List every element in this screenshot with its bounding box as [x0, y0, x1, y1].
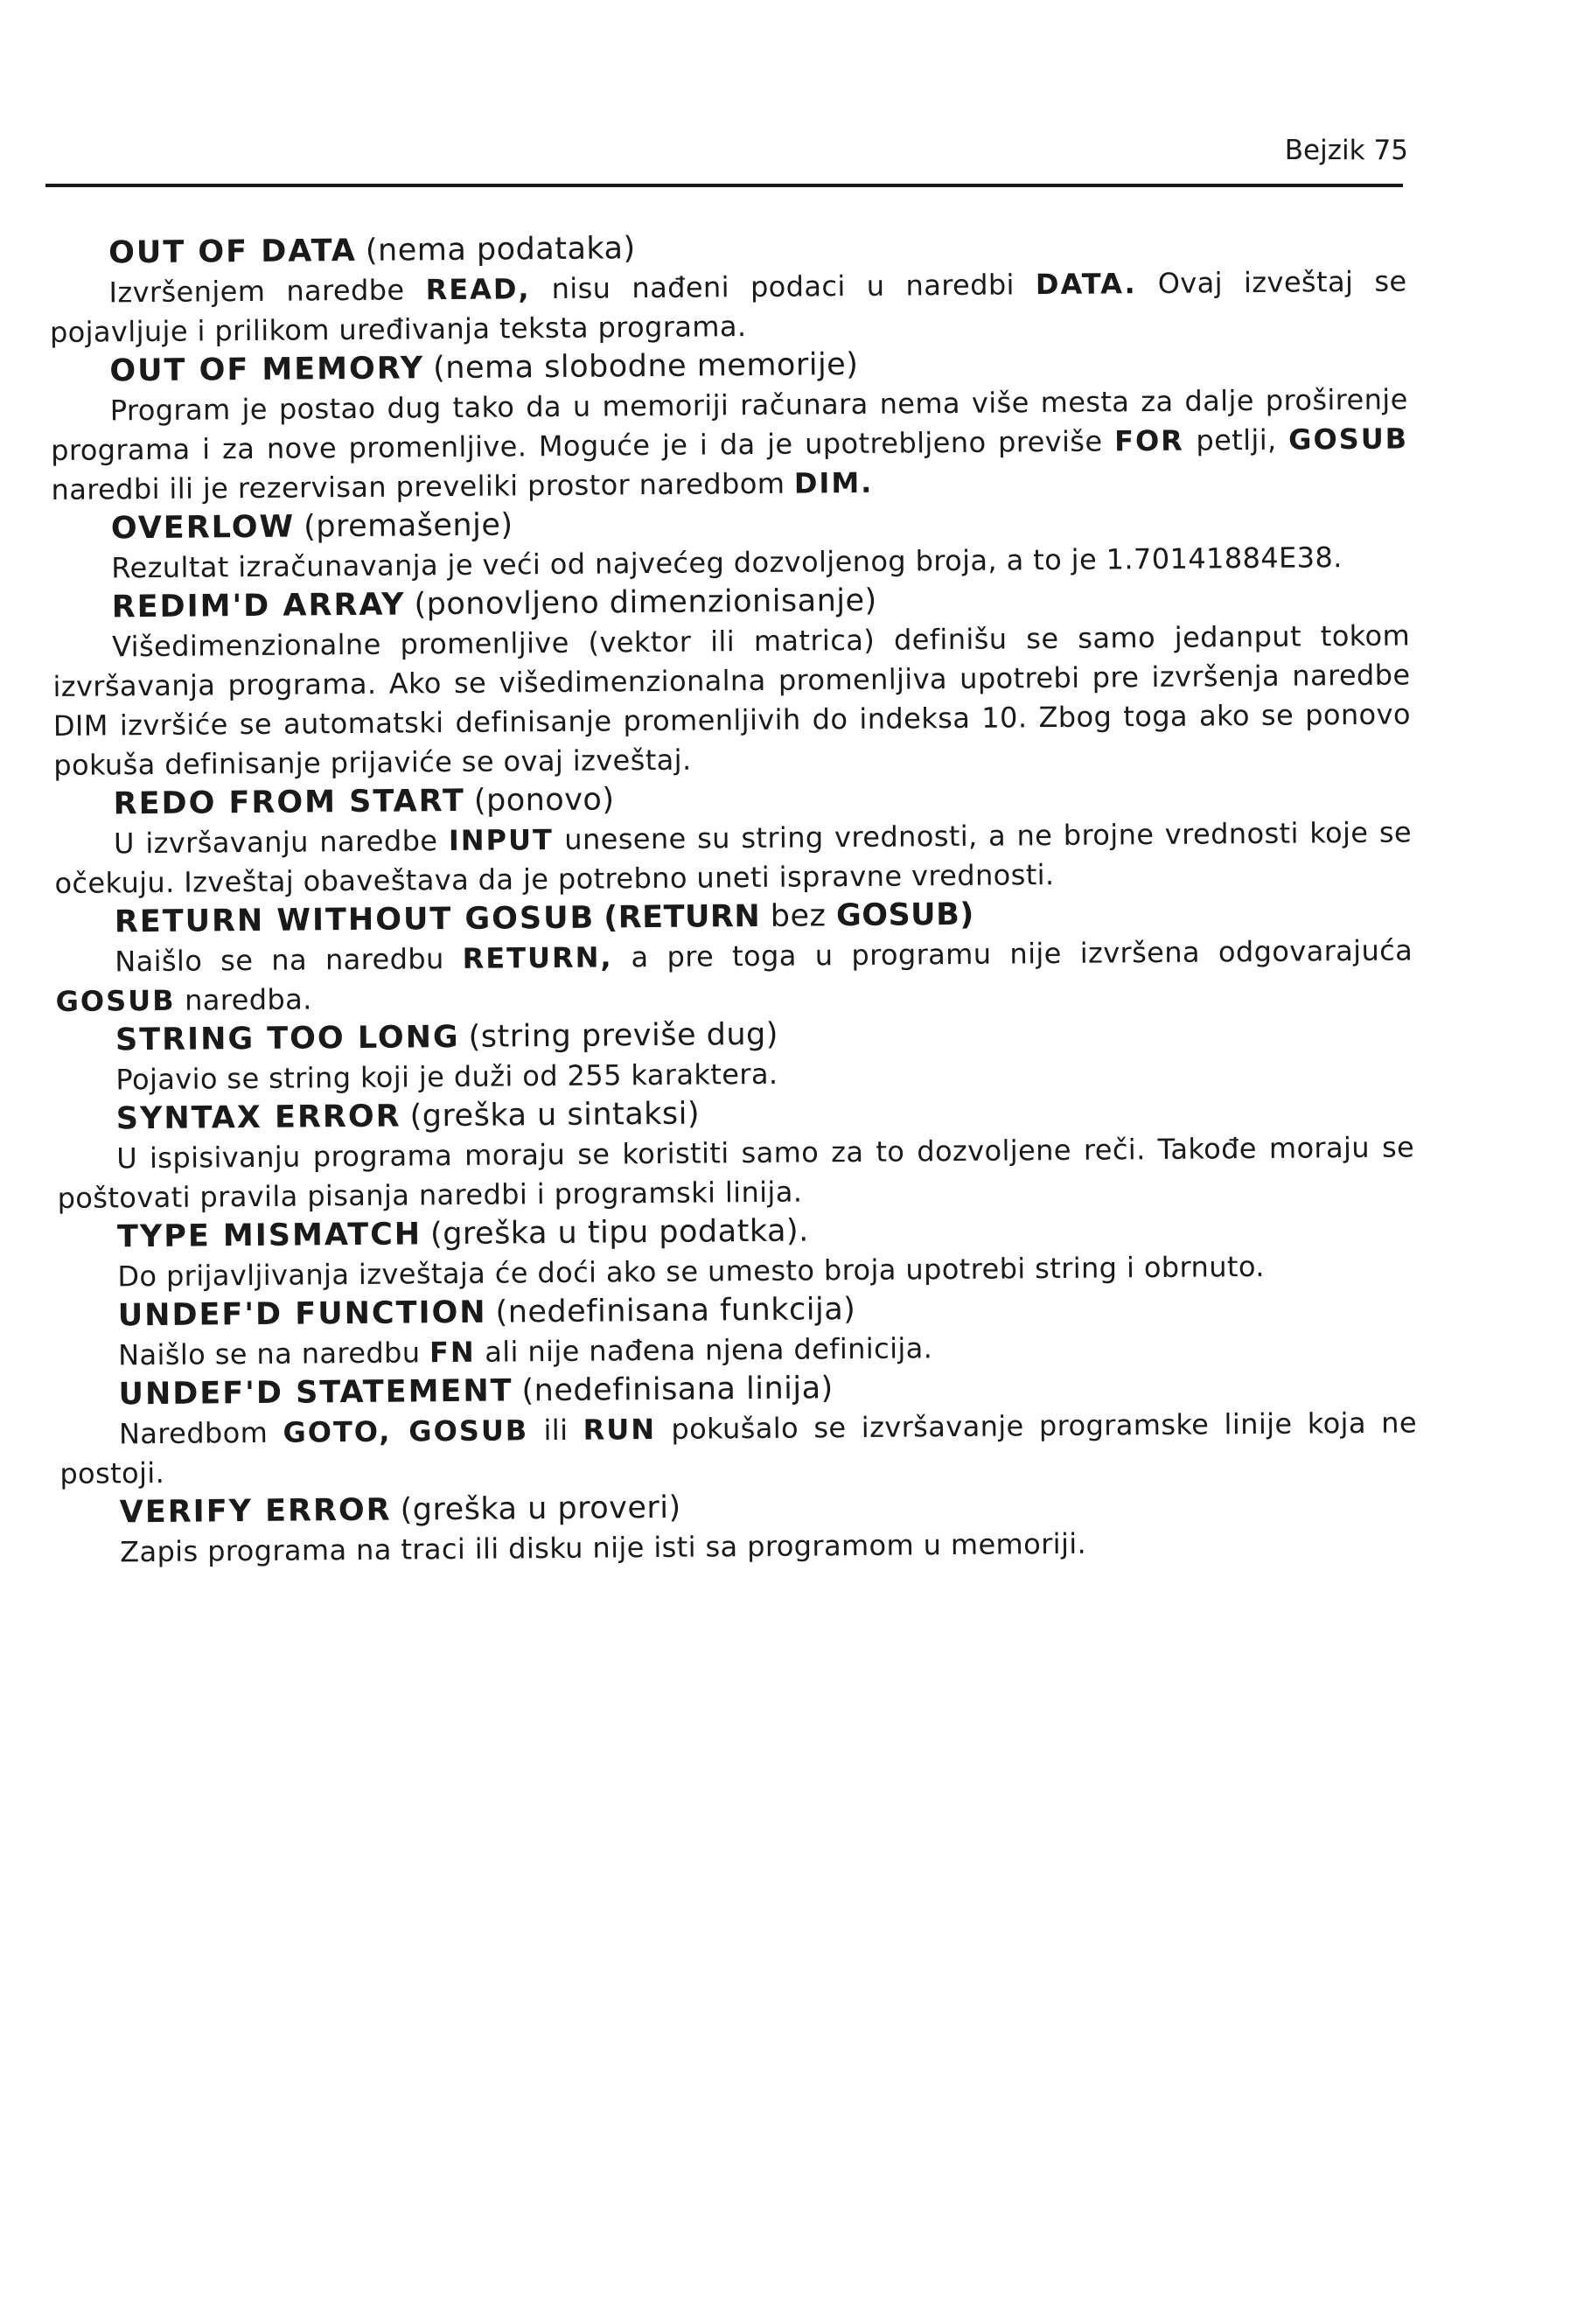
error-term: REDIM'D ARRAY	[111, 587, 406, 625]
error-term-translation: (premašenje)	[303, 507, 513, 545]
text-run: Program je postao dug tako da u memoriji računara nema više mesta za dalje proširenje programa i za nove promenljive. Moguće je i da je upotrebljeno previše	[50, 382, 1408, 467]
error-entry	[58, 1206, 1416, 1297]
error-term-translation: (nedefinisana linija)	[521, 1371, 834, 1409]
keyword: READ,	[425, 272, 531, 307]
error-description	[59, 1403, 1418, 1494]
error-term: UNDEF'D STATEMENT	[118, 1373, 513, 1413]
text-run: Izvršenjem naredbe	[108, 273, 426, 310]
keyword: RETURN,	[462, 940, 613, 975]
error-entry	[59, 1285, 1417, 1376]
error-description	[54, 813, 1413, 904]
header-rule	[45, 184, 1403, 187]
error-entry	[49, 222, 1407, 352]
text-run: pokušalo se izvršavanje programske linije koja ne postoji.	[59, 1406, 1418, 1490]
error-term-translation: (greška u sintaksi)	[409, 1096, 701, 1134]
error-term-translation: (greška u tipu podatka).	[429, 1213, 809, 1253]
text-run: ili	[528, 1413, 583, 1448]
error-message-list	[49, 222, 1418, 1572]
error-entry	[55, 891, 1413, 1022]
error-entry	[56, 1009, 1414, 1100]
text-run: bez	[759, 898, 837, 934]
keyword: GOSUB)	[835, 897, 974, 934]
error-entry	[52, 576, 1412, 785]
text-run: Naredbom	[118, 1415, 283, 1451]
text-run: nisu nađeni podaci u naredbi	[530, 268, 1036, 306]
keyword: GOSUB	[1288, 422, 1409, 457]
error-term: REDO FROM START	[113, 783, 466, 822]
keyword: DATA.	[1035, 267, 1137, 302]
error-term-translation: (string previše dug)	[468, 1016, 779, 1055]
page-number: 75	[1373, 135, 1408, 166]
error-term-translation: (ponovo)	[473, 782, 615, 819]
running-head	[1260, 133, 1408, 168]
text-run: Do prijavljivanja izveštaja će doći ako se umesto broja upotrebi string i obrnuto.	[117, 1249, 1266, 1294]
keyword: FOR	[1113, 423, 1184, 458]
text-run: unesene su string vrednosti, a ne brojne vrednosti koje se očekuju. Izveštaj obaveštava da je potrebno uneti ispravne vrednosti.	[54, 815, 1413, 900]
error-entry	[59, 1364, 1417, 1494]
text-run: Ovaj izveštaj se pojavljuje i prilikom uređivanja teksta programa.	[49, 264, 1407, 349]
keyword: INPUT	[448, 822, 555, 858]
running-title: Bejzik	[1284, 135, 1365, 166]
error-term-translation: (nema podataka)	[365, 231, 636, 269]
text-run: petlji,	[1183, 422, 1289, 457]
error-entry	[50, 340, 1409, 510]
error-term-translation	[604, 897, 974, 936]
text-run: Rezultat izračunavanja je veći od najvećeg dozvoljenog broja, a to je 1.70141884E38.	[111, 541, 1343, 585]
text-run: Naišlo se na naredbu	[118, 1336, 430, 1372]
text-run: ali nije nađena njena definicija.	[475, 1331, 933, 1369]
error-description	[57, 1127, 1415, 1218]
keyword: FN	[429, 1335, 476, 1370]
error-description	[49, 262, 1407, 352]
error-term: TYPE MISMATCH	[116, 1217, 422, 1255]
error-description	[51, 380, 1409, 510]
error-term: UNDEF'D FUNCTION	[117, 1295, 487, 1334]
text-run: Pojavio se string koji je duži od 255 karaktera.	[115, 1057, 778, 1097]
error-description	[52, 616, 1412, 785]
error-term: VERIFY ERROR	[119, 1492, 392, 1531]
text-run: U ispisivanju programa moraju se koristiti samo za to dozvoljene reči. Takođe moraju se poštovati pravila pisanja naredbi i programski linija.	[57, 1130, 1415, 1215]
text-run: Zapis programa na traci ili disku nije isti sa programom u memoriji.	[119, 1526, 1087, 1569]
error-term: SYNTAX ERROR	[115, 1099, 401, 1137]
error-entry	[57, 1088, 1415, 1218]
keyword: GOSUB	[55, 983, 176, 1018]
error-entry	[60, 1482, 1419, 1573]
error-entry	[52, 498, 1410, 589]
error-term-translation: (nedefinisana funkcija)	[495, 1291, 856, 1330]
error-term: RETURN WITHOUT GOSUB	[114, 900, 596, 940]
text-run: U izvršavanju naredbe	[113, 824, 450, 861]
keyword: RUN	[583, 1412, 657, 1447]
error-term-translation: (nema slobodne memorije)	[432, 346, 859, 387]
error-term-translation: (ponovljeno dimenzionisanje)	[414, 583, 877, 623]
text-run: naredba.	[175, 982, 312, 1017]
text-run: Naišlo se na naredbu	[115, 941, 463, 979]
error-entry	[53, 773, 1412, 904]
text-run: Višedimenzionalne promenljive (vektor ili matrica) definišu se samo jedanput tokom izvršavanja programa. Ako se višedimenzionalna promenljiva upotrebi pre izvršenja naredbe DIM izvršiće se automatski definisanje promenljivih do indeksa 10. Zbog toga ako se ponovo pokuša definisanje prijaviće se ovaj izveštaj.	[52, 618, 1412, 782]
keyword: DIM.	[793, 465, 874, 500]
error-term: OUT OF MEMORY	[109, 351, 425, 389]
error-term: OVERLOW	[110, 509, 296, 547]
keyword: (RETURN	[604, 898, 761, 936]
error-description	[55, 931, 1413, 1022]
error-term: STRING TOO LONG	[115, 1019, 460, 1058]
error-term-translation: (greška u proveri)	[400, 1490, 681, 1528]
keyword: GOTO, GOSUB	[283, 1413, 529, 1449]
error-term: OUT OF DATA	[108, 233, 358, 271]
text-run: naredbi ili je rezervisan preveliki prostor naredbom	[51, 466, 795, 506]
text-run: a pre toga u programu nije izvršena odgovarajuća	[612, 933, 1413, 974]
